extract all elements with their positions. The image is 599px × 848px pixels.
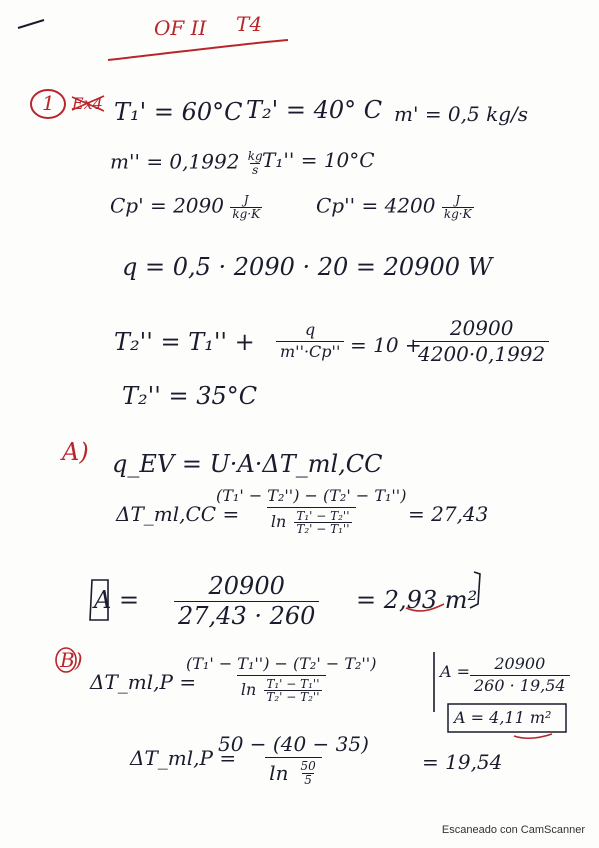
- part-a-label: A): [62, 438, 89, 466]
- m-dprime-unit: $\frac{kg}{s}$: [247, 149, 263, 177]
- problem-number: 1: [42, 91, 55, 115]
- scanner-watermark: Escaneado con CamScanner: [441, 824, 585, 836]
- m-prime: m' = 0,5 kg/s: [394, 102, 529, 126]
- t2-fraction-2: $\frac{20900}{4200\cdot 0,1992}$: [414, 318, 549, 365]
- cp-dprime: Cp'' = 4200 $\frac{J}{kg\cdot K}$: [316, 193, 472, 221]
- m-dprime: m'' = 0,1992 $\frac{kg}{s}$: [110, 149, 263, 177]
- t1-prime: T₁' = 60°C: [114, 98, 243, 126]
- title-underline: [108, 40, 288, 60]
- heat-rate-equation: q = 0,5 · 2090 · 20 = 20900 W: [122, 253, 493, 281]
- part-b-label: B): [60, 648, 83, 672]
- part-a-heat-equation: q_EV = U·A·ΔT_ml,CC: [112, 450, 383, 478]
- part-b-dt-fraction: (T₁' − T₁'') − (T₂' − T₂'') ln $\frac{\text{T₁' − T₁''}}{\text{T₂' − T₂''}}$: [186, 654, 377, 705]
- part-a-dt-result: = 27,43: [408, 502, 489, 526]
- part-a-area-lhs: A =: [94, 586, 140, 614]
- t1-dprime: T₁'' = 10°C: [262, 148, 375, 172]
- area-b-underline: [514, 734, 552, 738]
- part-a-dt-fraction: (T₁' − T₂'') − (T₂' − T₁'') ln $\frac{\text{T₁' − T₂''}}{\text{T₂' − T₁''}}$: [216, 486, 407, 537]
- part-b-dt2-lhs: ΔT_ml,P =: [130, 746, 237, 770]
- part-b-area-result: A = 4,11 m²: [454, 708, 552, 727]
- header-subtitle: T4: [236, 12, 263, 36]
- t2-equation-mid: = 10 +: [350, 333, 422, 357]
- t2-equation-lhs: T₂'' = T₁'' +: [114, 328, 255, 356]
- part-a-dt-lhs: ΔT_ml,CC =: [116, 502, 240, 526]
- problem-struck-text: Ex4: [72, 94, 103, 113]
- part-b-dt2-fraction: 50 − (40 − 35) ln $\frac{50}{5}$: [218, 732, 369, 787]
- cp-prime-unit: $\frac{J}{kg\cdot K}$: [232, 193, 261, 221]
- part-b-dt-lhs: ΔT_ml,P =: [90, 670, 197, 694]
- scan-mark: [18, 20, 44, 28]
- header-title: OF II: [154, 16, 207, 40]
- cp-dprime-unit: $\frac{J}{kg\cdot K}$: [443, 193, 472, 221]
- cp-prime: Cp' = 2090 $\frac{J}{kg\cdot K}$: [110, 193, 261, 221]
- part-a-area-fraction: $\frac{20900}{27,43 \cdot 260}$: [174, 574, 319, 629]
- part-b-area-fraction: $\frac{20900}{260 \cdot 19,54}$: [470, 656, 570, 695]
- part-b-dt2-result: = 19,54: [422, 750, 503, 774]
- part-a-area-result: = 2,93 m²: [356, 586, 478, 614]
- t2-prime: T₂' = 40° C: [246, 96, 383, 124]
- part-b-area-lhs: A =: [440, 662, 471, 681]
- t2-result: T₂'' = 35°C: [122, 382, 258, 410]
- t2-fraction-1: $\frac{q}{m''\cdot Cp''}$: [276, 322, 344, 361]
